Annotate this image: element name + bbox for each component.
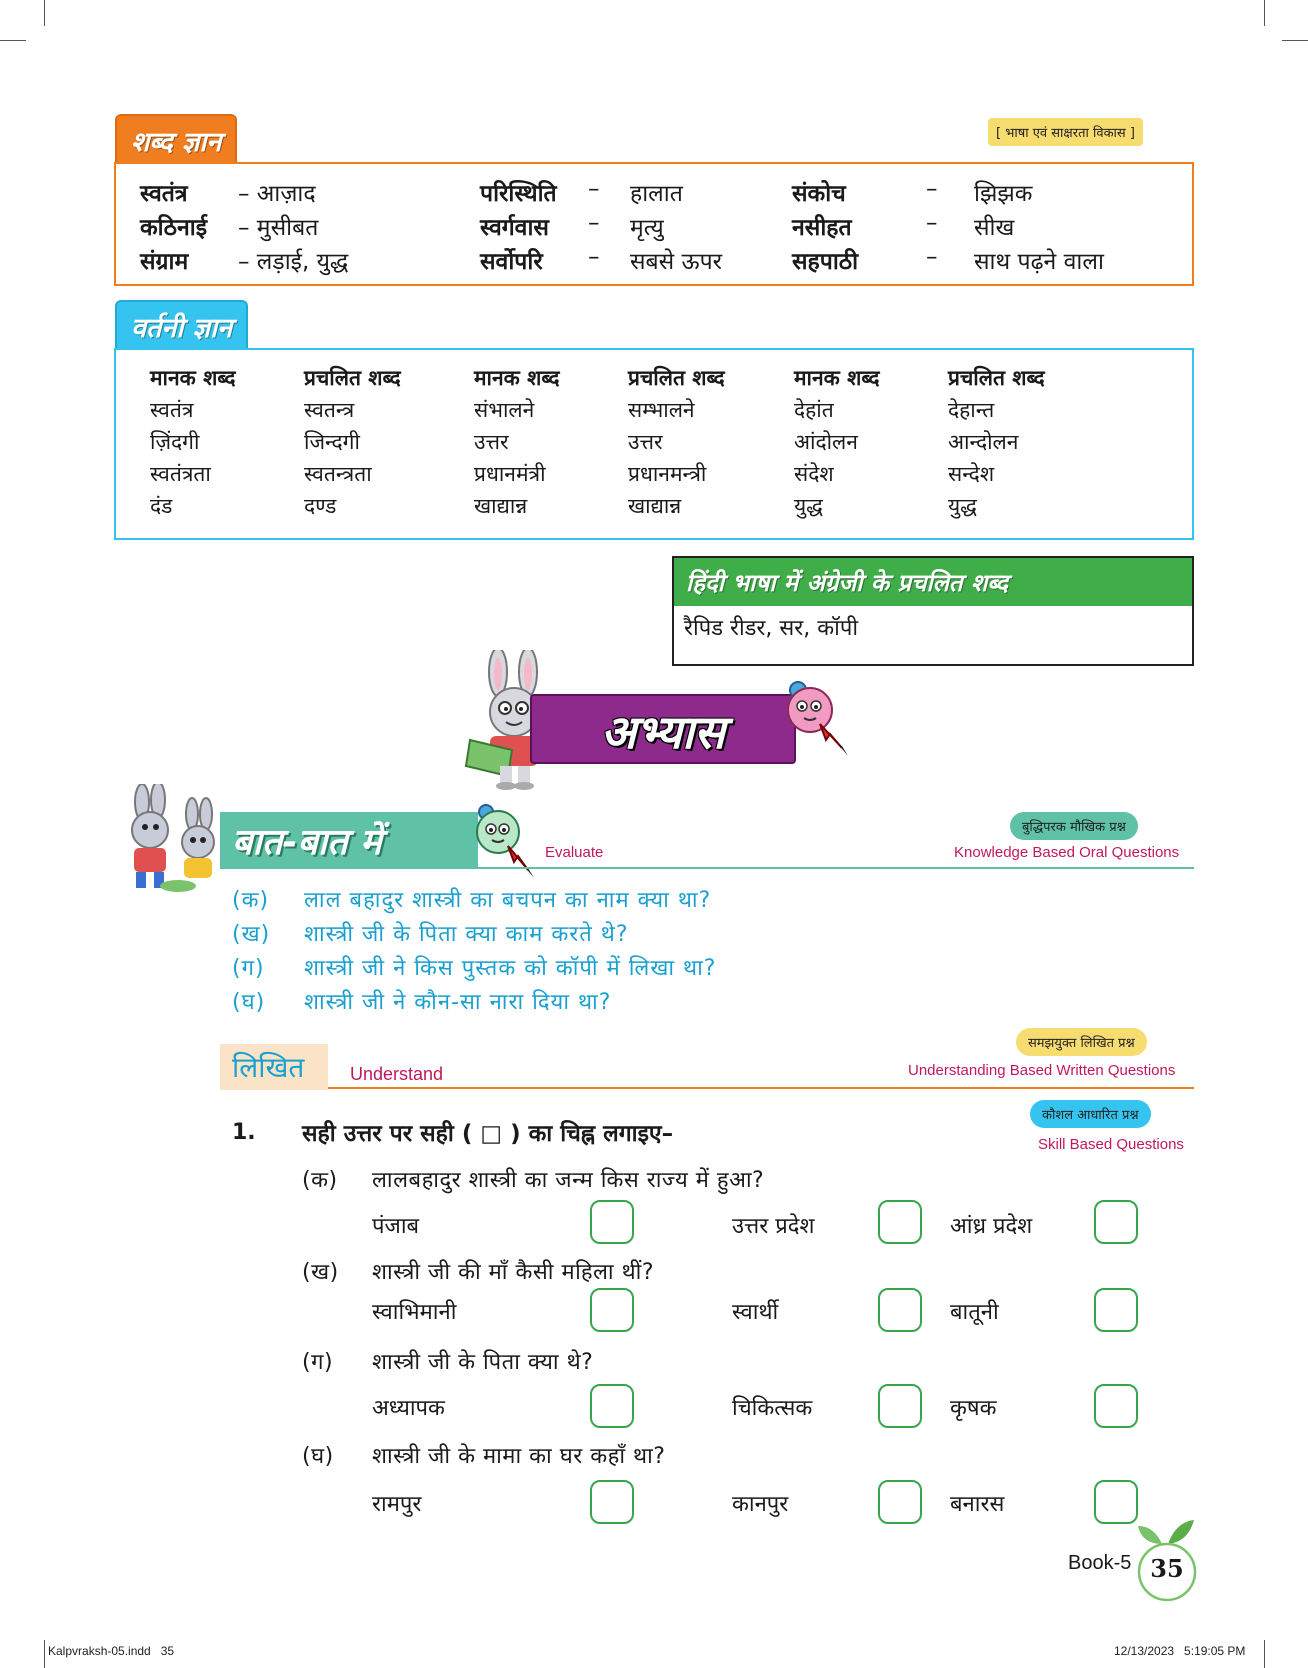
spelling-cell: आंदोलन: [794, 430, 858, 454]
answer-checkbox[interactable]: [590, 1480, 634, 1524]
oral-question-label: (क): [232, 888, 270, 913]
spelling-cell: सम्भालने: [628, 398, 695, 422]
spelling-cell: स्वतंत्र: [150, 398, 194, 422]
vocab-word: नसीहत: [792, 215, 852, 241]
vocab-dash: –: [588, 176, 600, 202]
spelling-cell: उत्तर: [474, 430, 509, 454]
mcq-option: स्वार्थी: [732, 1300, 779, 1325]
mcq-option: रामपुर: [372, 1492, 422, 1517]
question-instruction: सही उत्तर पर सही ( □ ) का चिह्न लगाइए–: [302, 1121, 674, 1147]
spelling-cell: आन्दोलन: [948, 430, 1019, 454]
mcq-question: शास्त्री जी के मामा का घर कहाँ था?: [372, 1444, 666, 1469]
crop-mark: [1282, 40, 1308, 41]
oral-question-text: शास्त्री जी ने किस पुस्तक को कॉपी में लिखा था?: [304, 956, 717, 981]
vocab-word: सर्वोपरि: [480, 249, 543, 275]
slug-file: Kalpvraksh-05.indd 35: [48, 1644, 175, 1658]
understand-label: Understand: [350, 1064, 444, 1084]
spelling-header: मानक शब्द: [794, 366, 880, 390]
spelling-cell: स्वतंत्रता: [150, 462, 211, 486]
vocab-word: सहपाठी: [792, 249, 859, 275]
mcq-option: स्वाभिमानी: [372, 1300, 457, 1325]
crop-mark: [44, 0, 45, 26]
skill-questions-tag: कौशल आधारित प्रश्न: [1030, 1100, 1151, 1128]
evaluate-label: Evaluate: [545, 844, 604, 861]
oral-question-text: लाल बहादुर शास्त्री का बचपन का नाम क्या था?: [304, 888, 712, 913]
vocab-word: स्वतंत्र: [140, 181, 188, 207]
english-words-content: रैपिड रीडर, सर, कॉपी: [684, 616, 859, 641]
vocab-dash: –: [588, 244, 600, 270]
divider: [220, 867, 1194, 869]
mcq-label: (क): [302, 1168, 338, 1193]
spelling-header: प्रचलित शब्द: [304, 366, 401, 390]
written-questions-english: Understanding Based Written Questions: [908, 1062, 1176, 1079]
oral-question-text: शास्त्री जी ने कौन-सा नारा दिया था?: [304, 990, 612, 1015]
abhyas-banner: [530, 694, 796, 764]
mcq-option: आंध्र प्रदेश: [950, 1214, 1033, 1239]
spelling-cell: ज़िंदगी: [150, 430, 200, 454]
mcq-question: लालबहादुर शास्त्री का जन्म किस राज्य में हुआ?: [372, 1168, 765, 1193]
spelling-cell: स्वतन्त्र: [304, 398, 355, 422]
page-number: 35: [1150, 1554, 1184, 1583]
english-words-title: हिंदी भाषा में अंग्रेजी के प्रचलित शब्द: [674, 558, 1192, 606]
mcq-option: उत्तर प्रदेश: [732, 1214, 815, 1239]
mcq-label: (ख): [302, 1260, 339, 1285]
oral-questions-tag: बुद्धिपरक मौखिक प्रश्न: [1010, 812, 1138, 840]
answer-checkbox[interactable]: [1094, 1384, 1138, 1428]
slug-date: 12/13/2023 5:19:05 PM: [1114, 1644, 1246, 1658]
spelling-cell: खाद्यान्न: [628, 494, 682, 518]
spelling-cell: सन्देश: [948, 462, 995, 486]
spelling-cell: युद्ध: [948, 494, 977, 518]
mcq-question: शास्त्री जी की माँ कैसी महिला थीं?: [372, 1260, 655, 1285]
vocab-meaning: मृत्यु: [630, 215, 664, 241]
answer-checkbox[interactable]: [878, 1384, 922, 1428]
spelling-cell: प्रधानमन्त्री: [628, 462, 707, 486]
mcq-option: बनारस: [950, 1492, 1005, 1517]
answer-checkbox[interactable]: [590, 1200, 634, 1244]
crop-mark: [1264, 1640, 1265, 1668]
crop-mark: [44, 1640, 45, 1668]
book-label: Book-5: [1068, 1552, 1132, 1574]
answer-checkbox[interactable]: [878, 1288, 922, 1332]
pencil-mascot-illustration: [780, 678, 850, 758]
vocab-dash: –: [588, 210, 600, 236]
mcq-option: अध्यापक: [372, 1396, 445, 1421]
mcq-option: पंजाब: [372, 1214, 420, 1239]
written-questions-tag: समझयुक्त लिखित प्रश्न: [1016, 1028, 1147, 1056]
spelling-cell: देहान्त: [948, 398, 995, 422]
spelling-cell: दंड: [150, 494, 173, 518]
vocab-meaning: सबसे ऊपर: [630, 249, 723, 275]
vocab-dash: –: [926, 210, 938, 236]
mcq-option: बातूनी: [950, 1300, 999, 1325]
english-words-box: [672, 556, 1194, 666]
vartani-gyan-title: वर्तनी ज्ञान: [115, 300, 248, 350]
mcq-option: चिकित्सक: [732, 1396, 813, 1421]
mcq-label: (घ): [302, 1444, 334, 1469]
vartani-gyan-box: [114, 348, 1194, 540]
vocab-word: संग्राम: [140, 249, 189, 275]
mcq-option: कानपुर: [732, 1492, 789, 1517]
oral-question-label: (ग): [232, 956, 265, 981]
vocab-meaning: हालात: [630, 181, 683, 207]
vocab-meaning: – मुसीबत: [238, 215, 319, 241]
spelling-cell: दण्ड: [304, 494, 337, 518]
baat-baat-title: बात-बात में: [232, 822, 382, 863]
question-number: 1.: [232, 1120, 256, 1145]
crop-mark: [0, 40, 26, 41]
oral-questions-english: Knowledge Based Oral Questions: [954, 844, 1180, 861]
vocab-word: परिस्थिति: [480, 181, 557, 207]
vocab-word: स्वर्गवास: [480, 215, 549, 241]
vocab-word: कठिनाई: [140, 215, 207, 241]
vocab-meaning: – लड़ाई, युद्ध: [238, 249, 349, 275]
baat-baat-banner: [220, 812, 478, 868]
answer-checkbox[interactable]: [878, 1200, 922, 1244]
spelling-cell: उत्तर: [628, 430, 663, 454]
spelling-cell: प्रधानमंत्री: [474, 462, 546, 486]
mcq-question: शास्त्री जी के पिता क्या थे?: [372, 1350, 594, 1375]
vocab-meaning: झिझक: [974, 181, 1033, 207]
likhit-banner: [220, 1044, 328, 1090]
answer-checkbox[interactable]: [590, 1288, 634, 1332]
vocab-meaning: साथ पढ़ने वाला: [974, 249, 1104, 275]
vocab-meaning: – आज़ाद: [238, 181, 316, 207]
spelling-cell: खाद्यान्न: [474, 494, 528, 518]
mcq-option: कृषक: [950, 1396, 997, 1421]
spelling-cell: संदेश: [794, 462, 834, 486]
crop-mark: [1264, 0, 1265, 26]
oral-question-label: (ख): [232, 922, 271, 947]
spelling-header: प्रचलित शब्द: [628, 366, 725, 390]
spelling-header: मानक शब्द: [150, 366, 236, 390]
oral-question-label: (घ): [232, 990, 266, 1015]
oral-question-text: शास्त्री जी के पिता क्या काम करते थे?: [304, 922, 629, 947]
vocab-meaning: सीख: [974, 215, 1015, 241]
answer-checkbox[interactable]: [1094, 1288, 1138, 1332]
spelling-header: प्रचलित शब्द: [948, 366, 1045, 390]
divider: [328, 1087, 1194, 1089]
spelling-header: मानक शब्द: [474, 366, 560, 390]
spelling-cell: स्वतन्त्रता: [304, 462, 372, 486]
spelling-cell: देहांत: [794, 398, 834, 422]
answer-checkbox[interactable]: [878, 1480, 922, 1524]
spelling-cell: संभालने: [474, 398, 535, 422]
shabd-gyan-box: [114, 162, 1194, 286]
vocab-dash: –: [926, 176, 938, 202]
rabbits-talking-illustration: [108, 784, 230, 896]
vocab-dash: –: [926, 244, 938, 270]
spelling-cell: युद्ध: [794, 494, 823, 518]
mcq-label: (ग): [302, 1350, 334, 1375]
subject-tag: [ भाषा एवं साक्षरता विकास ]: [988, 118, 1143, 146]
skill-questions-english: Skill Based Questions: [1038, 1136, 1184, 1153]
abhyas-title: अभ्यास: [601, 705, 725, 759]
shabd-gyan-title: शब्द ज्ञान: [115, 114, 237, 164]
answer-checkbox[interactable]: [590, 1384, 634, 1428]
answer-checkbox[interactable]: [1094, 1200, 1138, 1244]
likhit-title: लिखित: [232, 1051, 305, 1084]
spelling-cell: जिन्दगी: [304, 430, 360, 454]
vocab-word: संकोच: [792, 181, 846, 207]
